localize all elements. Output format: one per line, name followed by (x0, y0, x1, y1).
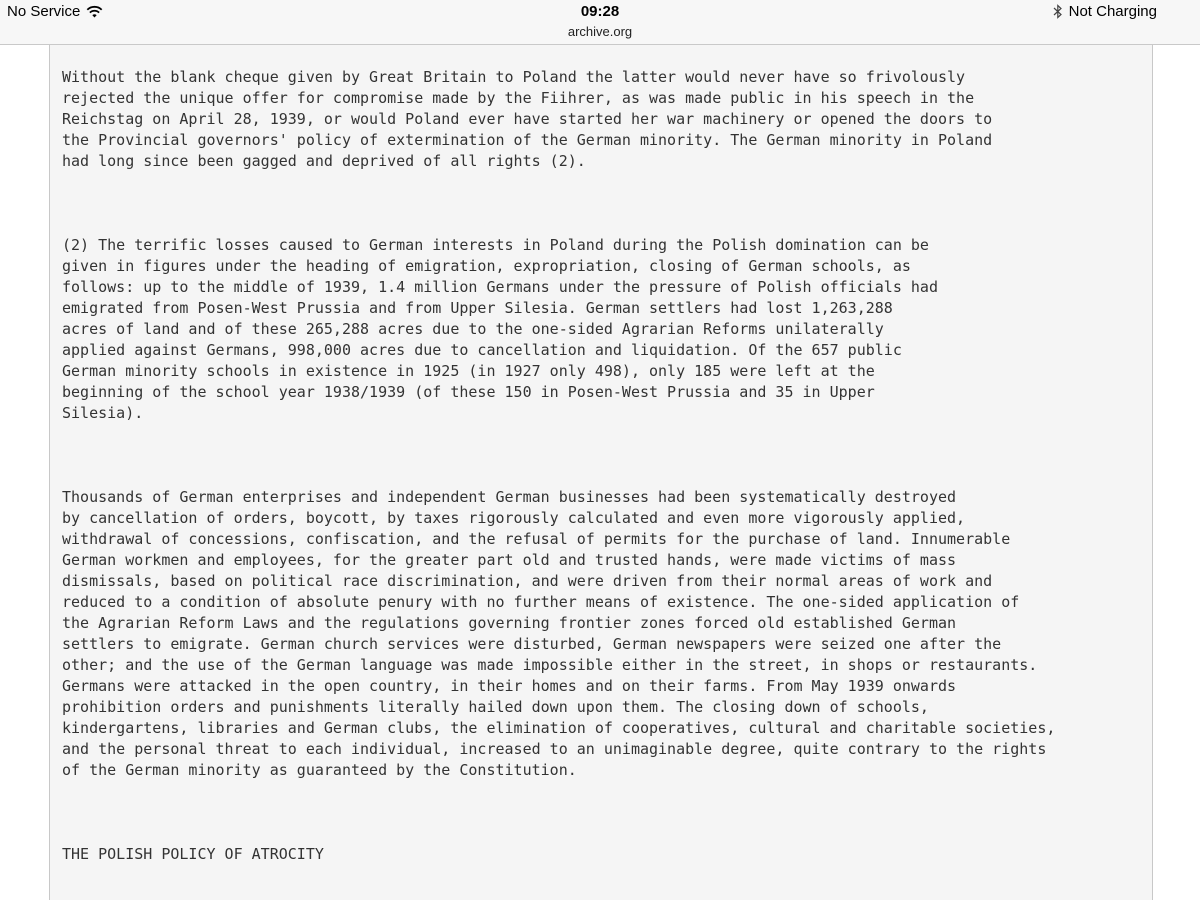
clock: 09:28 (580, 3, 620, 20)
url-text[interactable]: archive.org (567, 24, 633, 39)
bluetooth-icon (1053, 4, 1063, 19)
battery-status-label: Not Charging (1068, 3, 1157, 20)
status-right (1053, 3, 1157, 20)
document-text: Without the blank cheque given by Great Britain to Poland the latter would never have so frivolously rejected the unique offer for compromise made by the Fiihrer, as was made public in his speech in the Reichstag on April 28, 1939, or would Poland ever have started her war machinery or opened the doors to the Provincial governors' policy of extermination of the German minority. The German minority in Poland had long since been gagged and deprived of all rights (2). (2) The terrific losses caused to German interests in Poland during the Polish domination can be given in figures under the heading of emigration, expropriation, closing of German schools, as follows: up to the middle of 1939, 1.4 million Germans under the pressure of Polish officials had emigrated from Posen-West Prussia and from Upper Silesia. German settlers had lost 1,263,288 acres of land and of these 265,288 acres due to the one-sided Agrarian Reforms unilaterally applied against Germans, 998,000 acres due to cancellation and liquidation. Of the 657 public German minority schools in existence in 1925 (in 1927 only 498), only 185 were left at the beginning of the school year 1938/1939 (of these 150 in Posen-West Prussia and 35 in Upper Silesia). Thousands of German enterprises and independent German businesses had been systematically destroyed by cancellation of orders, boycott, by taxes rigorously calculated and even more vigorously applied, withdrawal of concessions, confiscation, and the refusal of permits for the purchase of land. Innumerable German workmen and employees, for the greater part old and trusted hands, were made victims of mass dismissals, based on political race discrimination, and were driven from their normal areas of work and reduced to a condition of absolute penury with no further means of existence. The one-sided application of the Agrarian Reform Laws and the regulations governing frontier zones forced old established German settlers to emigrate. German church services were disturbed, German newspapers were seized one after the other; and the use of the German language was made impossible either in the street, in shops or restaurants. Germans were attacked in the open country, in their homes and on their farms. From May 1939 onwards prohibition orders and punishments literally hailed down upon them. The closing down of schools, kindergartens, libraries and German clubs, the elimination of cooperatives, cultural and charitable societies, and the personal threat to each individual, increased to an unimaginable degree, quite contrary to the rights of the German minority as guaranteed by the Constitution. THE POLISH POLICY OF ATROCITY (62, 68, 1056, 863)
page-content (0, 45, 1200, 900)
address-bar[interactable] (0, 24, 1200, 45)
status-bar (0, 0, 1200, 24)
carrier-label: No Service (7, 3, 81, 20)
